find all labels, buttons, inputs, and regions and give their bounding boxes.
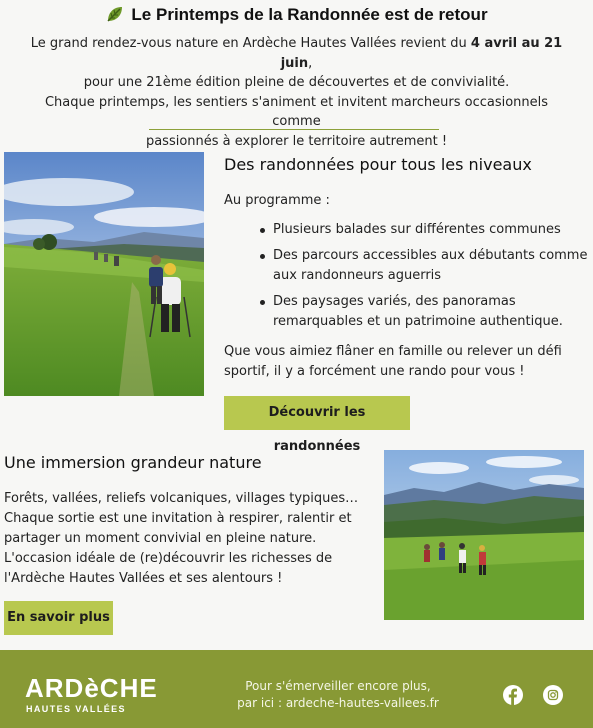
intro-dates: 4 avril au 21 juin: [280, 36, 563, 71]
intro-text: [20, 34, 573, 151]
bullet-icon: [260, 300, 265, 305]
logo-sub-text: HAUTES VALLÉES: [26, 704, 126, 714]
program-list: [258, 220, 588, 338]
instagram-icon[interactable]: [543, 685, 563, 705]
list-item-text: Des parcours accessibles aux débutants comme aux randonneurs aguerris: [273, 248, 588, 283]
bullet-icon: [260, 228, 265, 233]
list-item: [258, 246, 588, 286]
section1-paragraph: Que vous aimiez flâner en famille ou relever un défi sportif, il y a forcément une rando pour vous !: [224, 344, 562, 379]
intro-line3: Chaque printemps, les sentiers s'animent et invitent marcheurs occasionnels comme: [44, 94, 549, 129]
hikers-photo-slope: [4, 152, 204, 396]
logo-main-text: ARDèCHE: [25, 673, 158, 703]
footer: [0, 650, 593, 728]
leaf-icon: [105, 4, 125, 24]
intro-line4: passionnés à explorer le territoire autrement !: [145, 133, 448, 149]
intro-line1-start: Le grand rendez-vous nature en Ardèche Hautes Vallées revient du: [30, 36, 471, 51]
list-item: [258, 220, 588, 240]
list-item-text: Des paysages variés, des panoramas remarquables et un patrimoine authentique.: [273, 294, 563, 329]
facebook-icon[interactable]: [503, 685, 523, 705]
discover-hikes-button[interactable]: Découvrir les randonnées: [224, 396, 410, 430]
hikers-photo-valley: [384, 450, 584, 620]
program-label: Au programme :: [224, 193, 330, 208]
divider: [149, 129, 439, 130]
intro-line2: pour une 21ème édition pleine de découvertes et de convivialité.: [83, 75, 510, 90]
title-text: Le Printemps de la Randonnée est de retour: [131, 5, 488, 24]
list-item-text: Plusieurs balades sur différentes communes: [273, 222, 561, 237]
section-heading-immersion: Une immersion grandeur nature: [4, 453, 262, 472]
page-title: [0, 4, 593, 26]
learn-more-button[interactable]: En savoir plus: [4, 601, 113, 635]
intro-line1-end: ,: [308, 55, 313, 71]
section-heading-levels: Des randonnées pour tous les niveaux: [224, 155, 532, 174]
footer-link[interactable]: par ici : ardeche-hautes-vallees.fr: [237, 696, 439, 710]
bullet-icon: [260, 254, 265, 259]
footer-text: [228, 678, 448, 712]
list-item: [258, 292, 588, 332]
section2-paragraph: Forêts, vallées, reliefs volcaniques, villages typiques… Chaque sortie est une invitation à respirer, ralentir et partager un moment convivial en pleine nature. L'occasion idéale de (re)découvrir les richesses de l'Ardèche Hautes Vallées et ses alentours !: [4, 491, 359, 586]
ardeche-logo[interactable]: [25, 674, 158, 714]
footer-text-line1: Pour s'émerveiller encore plus,: [245, 679, 431, 693]
